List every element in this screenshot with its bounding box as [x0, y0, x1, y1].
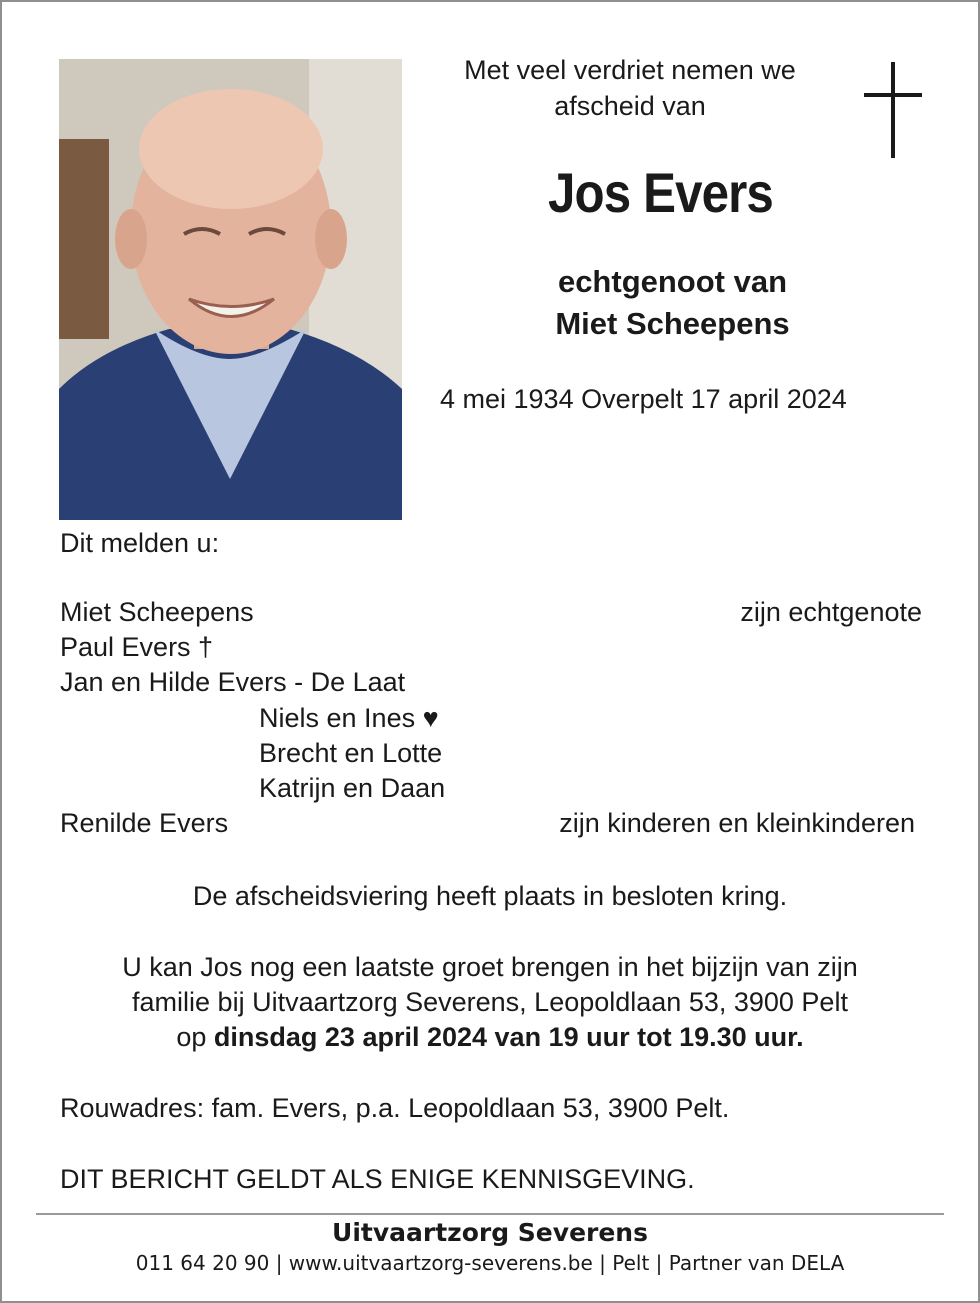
grandchild-2: Brecht en Lotte: [259, 738, 443, 768]
footer-divider: [36, 1213, 944, 1215]
family-jan: Jan en Hilde Evers - De Laat: [60, 667, 406, 697]
spouse-name: Miet Scheepens: [555, 306, 790, 341]
visit-datetime: dinsdag 23 april 2024 van 19 uur tot 19.30 uur.: [213, 1022, 804, 1052]
notice-text: DIT BERICHT GELDT ALS ENIGE KENNISGEVING.: [60, 1164, 695, 1194]
announce-text: Dit melden u:: [60, 528, 220, 558]
visit-line-1: U kan Jos nog een laatste groet brengen in het bijzijn van zijn: [122, 952, 858, 982]
deceased-name: Jos Evers: [548, 161, 773, 224]
cross-icon: [863, 62, 923, 160]
family-renilde: Renilde Evers: [60, 808, 229, 838]
funeral-home-info: 011 64 20 90 | www.uitvaartzorg-severens.be | Pelt | Partner van DELA: [135, 1251, 845, 1275]
intro-line-1: Met veel verdriet nemen we: [464, 55, 796, 85]
spouse-label: echtgenoot van: [557, 264, 788, 299]
portrait-photo: [59, 59, 402, 520]
visit-prefix: op: [176, 1022, 214, 1052]
intro-line-2: afscheid van: [554, 91, 706, 121]
family-paul: Paul Evers †: [60, 632, 214, 662]
funeral-home-name: Uitvaartzorg Severens: [332, 1218, 648, 1247]
ceremony-text: De afscheidsviering heeft plaats in besloten kring.: [192, 881, 788, 911]
visit-line-2: familie bij Uitvaartzorg Severens, Leopoldlaan 53, 3900 Pelt: [132, 987, 848, 1017]
visit-line-3: [40, 1020, 940, 1055]
grandchild-3: Katrijn en Daan: [259, 773, 446, 803]
family-miet-role: zijn echtgenote: [740, 597, 922, 627]
mourning-address: Rouwadres: fam. Evers, p.a. Leopoldlaan 53, 3900 Pelt.: [60, 1093, 730, 1123]
life-dates: 4 mei 1934 Overpelt 17 april 2024: [440, 384, 847, 414]
family-children-role: zijn kinderen en kleinkinderen: [559, 808, 915, 838]
family-miet: Miet Scheepens: [60, 597, 254, 627]
grandchild-1: Niels en Ines ♥: [259, 703, 439, 733]
